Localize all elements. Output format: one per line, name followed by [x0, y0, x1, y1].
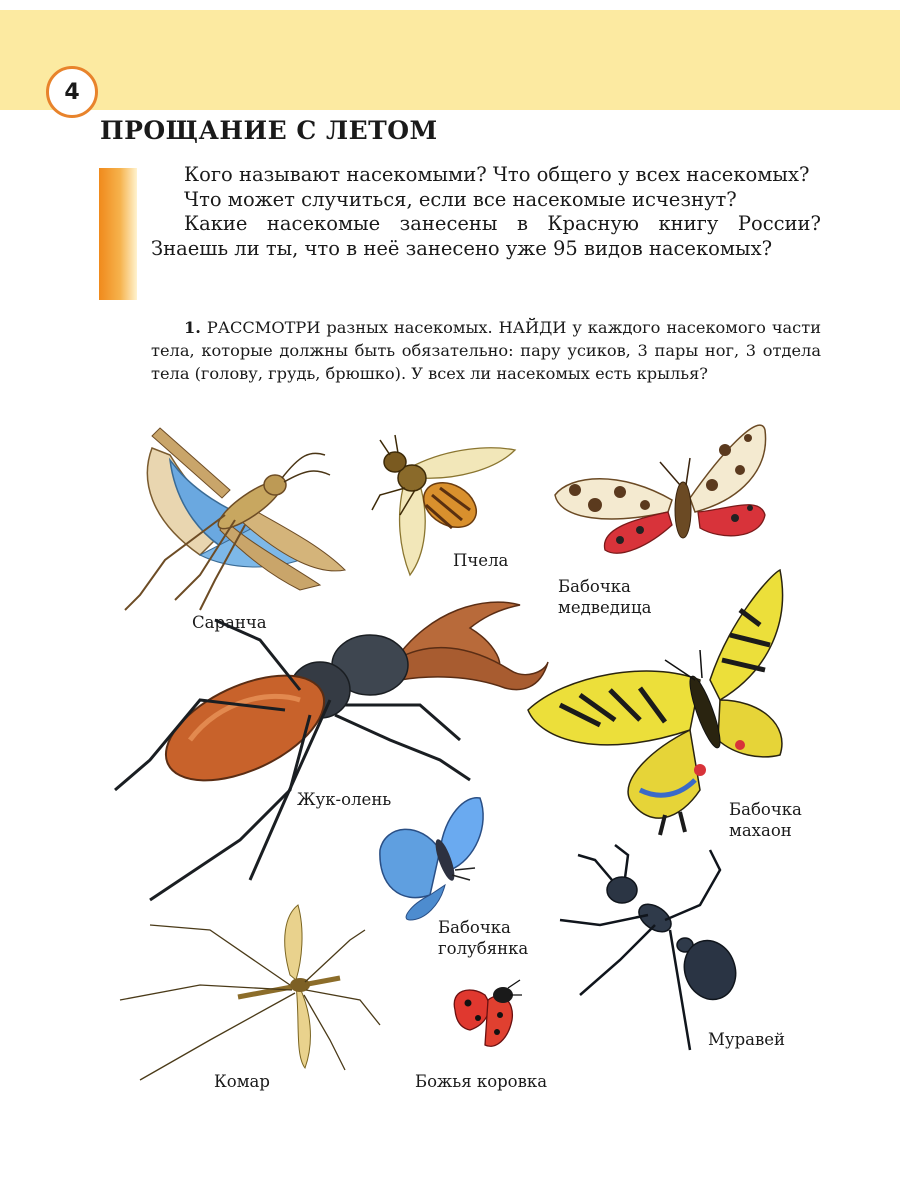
- garden-tiger-moth-picture: [555, 425, 766, 553]
- question-1: Кого называют насекомыми? Что общего у всех насекомых?: [184, 163, 810, 186]
- question-3: Какие насекомые занесены в Красную книгу России? Знаешь ли ты, что в неё занесено уже 95 видов насекомых?: [151, 212, 821, 260]
- ant-label: Муравей: [708, 1030, 786, 1049]
- question-2: Что может случиться, если все насекомые исчезнут?: [184, 187, 737, 211]
- blue-butterfly-label-line2: голубянка: [438, 939, 529, 958]
- locust-picture: [125, 428, 345, 610]
- ladybug-picture: [454, 980, 522, 1046]
- lesson-number: 4: [64, 79, 80, 105]
- blue-butterfly-picture: [380, 798, 483, 920]
- ant-picture: [560, 845, 744, 1050]
- blue-butterfly-label-line1: Бабочка: [438, 918, 511, 937]
- mosquito-picture: [120, 905, 380, 1080]
- mosquito-label: Комар: [214, 1072, 270, 1091]
- moth-label-line2: медведица: [558, 598, 652, 617]
- bee-label: Пчела: [453, 551, 509, 570]
- page-title: ПРОЩАНИЕ С ЛЕТОМ: [100, 116, 438, 145]
- ladybug-label: Божья коровка: [415, 1072, 548, 1091]
- stag-beetle-picture: [115, 602, 548, 900]
- stag-beetle-label: Жук-олень: [297, 790, 392, 809]
- moth-label-line1: Бабочка: [558, 577, 631, 596]
- task-number: 1.: [184, 318, 201, 337]
- swallowtail-label-line2: махаон: [729, 821, 792, 840]
- locust-label: Саранча: [192, 613, 267, 632]
- swallowtail-label-line1: Бабочка: [729, 800, 802, 819]
- task-text: РАССМОТРИ разных насекомых. НАЙДИ у каждого насекомого части тела, которые должны быть обязательно: пару усиков, 3 пары ног, 3 отдела тела (голову, грудь, брюшко). У всех ли насекомых есть крылья?: [151, 318, 821, 383]
